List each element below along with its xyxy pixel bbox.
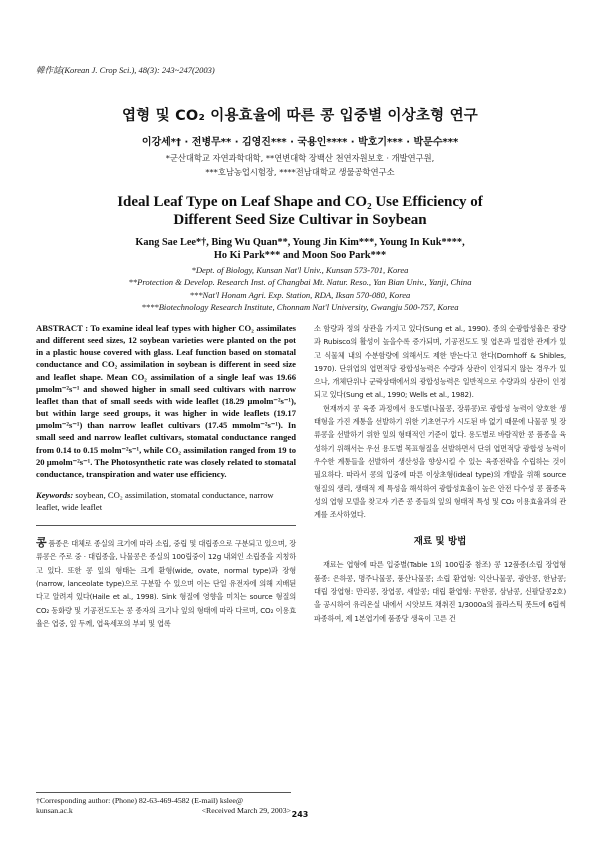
page-number: 243 [291, 810, 309, 819]
english-affiliation-line: **Protection & Develop. Research Inst. of Changbai Mt. Natur. Reso., Yan Bian Univ., Yanji, China [128, 277, 472, 288]
abstract-label: ABSTRACT : [36, 323, 89, 333]
right-column [314, 322, 566, 625]
journal-header: 韓作誌(Korean J. Crop Sci.), 48(3): 243~247(2003) [36, 65, 215, 75]
footnote-received: <Received March 29, 2003> [201, 806, 291, 815]
keywords: Keywords: soybean, CO₂ assimilation, stomatal conductance, narrow leaflet, wide leaflet [36, 490, 274, 513]
english-title-line: Ideal Leaf Type on Leaf Shape and CO₂ Use Efficiency of [117, 194, 483, 210]
english-affiliation-line: ****Biotechnology Research Institute, Chonnam Nat'l University, Gwangju 500-757, Korea [141, 301, 459, 312]
left-column [36, 322, 296, 630]
introduction-left [36, 536, 296, 630]
korean-title: 엽형 및 CO₂ 이용효율에 따른 콩 입중별 이상초형 연구 [121, 108, 479, 124]
intro-paragraph: 현재까지 콩 육종 과정에서 용도별(나물콩, 장류콩)로 광합성 능력이 양호한 생태형을 가진 계통을 선발하기 위한 기초연구가 시도된 바 없기 때문에 나물콩 및 장류콩을 선발하기 위한 잎의 형태적인 기준이 없다. 용도별로 바람직한 콩 품종을 육성하기 위해서는 우선 용도별 목표형질을 선발하면서 단위 엽면적당 광합성 능력이 우수한 계통들을 선발하여 생산성을 향상시킬 수 있는 육종전략을 수립하는 것이 필요하다. 따라서 콩의 입중에 따른 이상초형(ideal type)의 개발을 위해 source 형질의 생리, 생태적 제 특성을 해석하여 광합성효율이 높은 안전 다수성 콩 품종육성의 엽형 모델을 찾고자 기존 콩 종들의 잎의 형태적 특성 및 CO₂ 이용효율과의 관계를 조사하였다. [314, 403, 566, 520]
methods-paragraph: 재료는 엽형에 따른 입중별(Table 1의 100립중 참조) 콩 12품종(소립 장엽형 품종: 은하콩, 명주나물콩, 풍산나물콩; 소립 환엽형: 익산나물콩, 광안콩, 한남콩; 대립 장엽형: 만리콩, 장엽콩, 새알콩; 대립 환엽형: 무한콩, 삼남콩, 신팔달콩2호)을 공시하여 유리온실 내에서 시앗보트 채취진 1/3000a의 플라스틱 폿트에 6립씩 파종하여, 제 1본엽기에 품종당 생육이 고른 건 [314, 560, 566, 623]
english-affiliation-line: ***Nat'l Honam Agri. Exp. Station, RDA, Iksan 570-080, Korea [189, 289, 411, 300]
intro-paragraph: 소 함량과 정의 상관을 가지고 있다(Sung et al., 1990). 종의 순광합성율은 광량과 Rubisco의 활성이 높을수록 증가되며, 기공전도도 및 엽온과 밀접한 관계가 있고 식물체 내의 수분함량에 의해서도 제한 받는다고 한다(Dornhoff & Shibles, 1970). 단위엽의 엽면적당 광합성능력은 수량과 상관이 인정되지 않는 경우가 있으나, 개체단위나 군락상태에서의 광합성능력은 일반적으로 수량과의 상관이 인정되고 있다(Sung et al., 1990; Wells et al., 1982). [314, 324, 566, 400]
intro-left-text: 품종은 대체로 종실의 크기에 따라 소립, 중립 및 대립종으로 구분되고 있으며, 장류콩은 주로 중 · 대립종을, 나물콩은 종실의 100립중이 12g 내외인 소립종을 지칭하고 있다. 또한 콩 잎의 형태는 크게 환형(wide, ovate, normal type)과 장형(narrow, lanceolate type)으로 구분할 수 있으며 이는 단일 유전자에 의해 지배된다고 알려져 있다(Haile et al., 1998). Sink 형질에 영향을 미치는 source 형질의 CO₂ 동화량 및 기공전도도는 콩 종자의 크기나 잎의 형태에 따라 다르며, CO₂ 이용효율은 엽중, 잎 두께, 엽육세포의 부피 및 엽록 [36, 539, 296, 628]
korean-affiliations [0, 151, 600, 179]
korean-authors: 이강세*† · 전병무** · 김영진*** · 국용인**** · 박호기*** · 박문수*** [141, 137, 459, 148]
english-affiliation-line: *Dept. of Biology, Kunsan Nat'l Univ., Kunsan 573-701, Korea [191, 265, 409, 275]
section-title-methods: 재료 및 방법 [413, 536, 467, 548]
english-authors [0, 236, 600, 262]
korean-affiliation-line: *군산대학교 자연과학대학, **연변대학 장백산 천연자원보호 · 개발연구원, [165, 153, 435, 163]
dropcap: 콩 [36, 536, 47, 550]
english-author-line: Ho Ki Park*** and Moon Soo Park*** [213, 250, 387, 261]
keywords-text: soybean, CO₂ assimilation, stomatal conductance, narrow leaflet, wide leaflet [36, 490, 274, 513]
footnote-contact: †Corresponding author: (Phone) 82-63-469-4582 (E-mail) kslee@ [36, 796, 244, 805]
abstract-divider [36, 525, 296, 526]
methods-text [314, 558, 566, 624]
english-title [0, 193, 600, 229]
abstract [36, 322, 296, 480]
introduction-right [314, 322, 566, 521]
english-author-line: Kang Sae Lee*†, Bing Wu Quan**, Young Jin Kim***, Young In Kuk****, [135, 237, 465, 248]
english-affiliations [0, 264, 600, 313]
keywords-label: Keywords [36, 490, 71, 501]
korean-affiliation-line: ***호남농업시험장, ****전남대학교 생물공학연구소 [205, 167, 395, 177]
english-title-line: Different Seed Size Cultivar in Soybean [173, 212, 427, 228]
abstract-text: To examine ideal leaf types with higher CO₂ assimilates and different seed sizes, 12 soybean varieties were planted on the pot in a plastic house covered with glass. Leaf function based on stomatal conductance and CO₂ assimilation in soybean is different in seed size and leaflet shape. Mean CO₂ assimilation of a single leaf was 19.66 μmolm⁻²s⁻¹ and showed higher in small seed cultivars with narrow leaflet than that of small seeds with wide leaflet (18.29 μmolm⁻²s⁻¹), but within large seed groups, it was higher in wide leaflets (19.17 μmolm⁻²s⁻¹) than narrow leaflet cultivars (17.45 mmolm⁻²s⁻¹). In small seed and narrow leaflet cultivars, stomatal conductance ranged from 0.14 to 0.15 molm⁻²s⁻¹, while CO₂ assimilation ranged from 19 to 20 μmolm⁻²s⁻¹. The Photosynthetic rate was closely related to stomatal conductance, transpiration and water use efficiency. [36, 323, 296, 479]
footnote-email-tail: kunsan.ac.k [36, 806, 73, 815]
